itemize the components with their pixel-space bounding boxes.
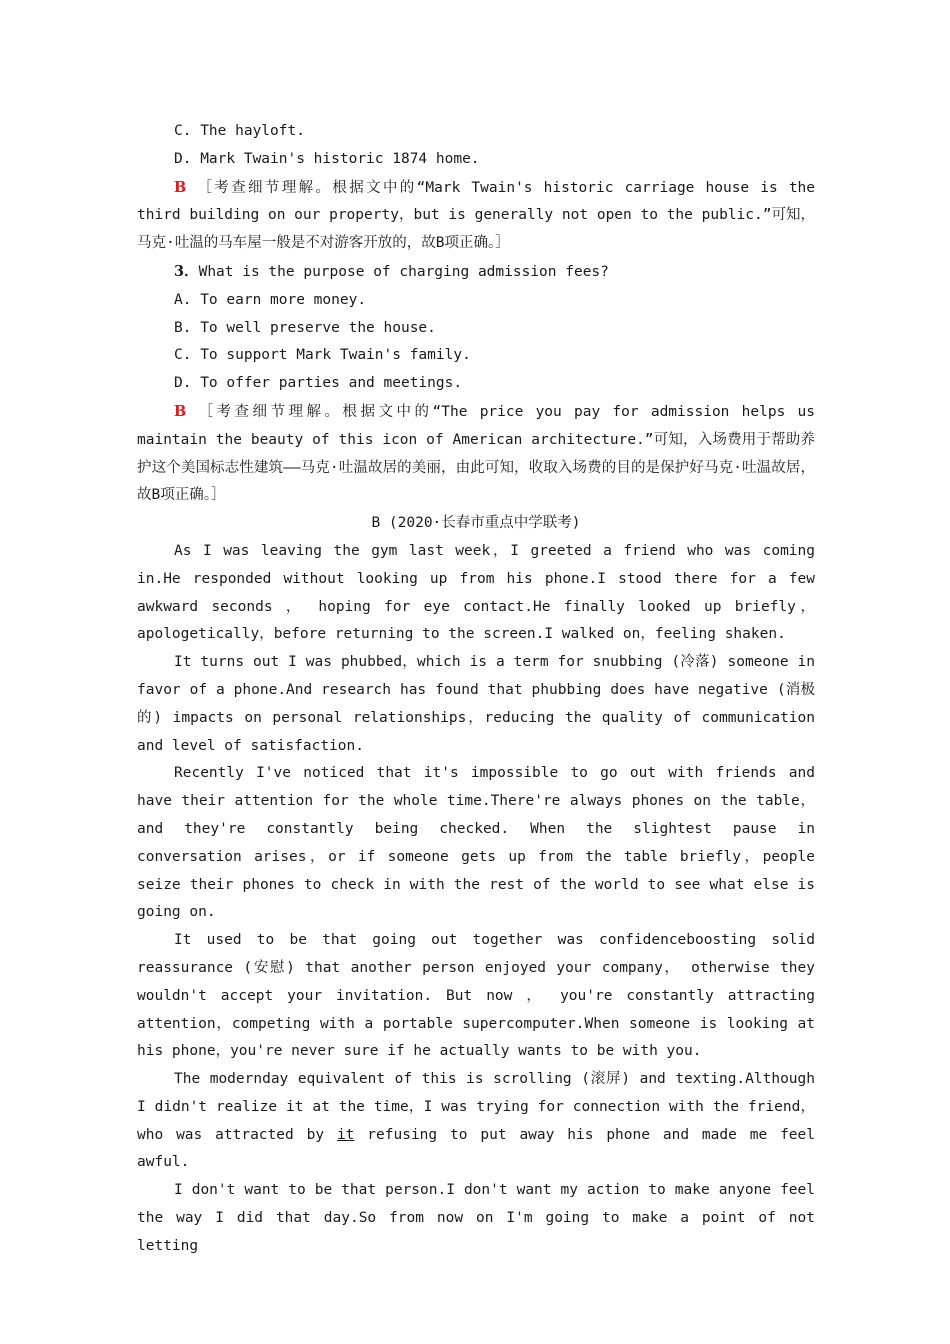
q3-option-b: B. To well preserve the house. bbox=[174, 319, 436, 336]
section-b-heading: B (2020·长春市重点中学联考) bbox=[371, 515, 581, 532]
p5-text-before: The modernday equivalent of this is scrolling (滚屏) and texting.Although I didn't realize it at the time，I was trying for connection with the friend，who was attracted by bbox=[137, 1071, 815, 1143]
passage-paragraph-1: As I was leaving the gym last week，I greeted a friend who was coming in.He responded without looking up from his phone.I stood there for a few awkward seconds ， hoping for eye contact.He finally looked up briefly，apologetically，before returning to the screen.I walked on，feeling shaken. bbox=[137, 542, 815, 643]
q2-answer-letter: B bbox=[174, 178, 187, 196]
p5-text-after: refusing to put away his phone and made me feel awful. bbox=[137, 1126, 816, 1171]
q3-answer-letter: B bbox=[174, 402, 187, 420]
document-page bbox=[137, 118, 815, 1261]
q3-explanation-text: ［考查细节理解。根据文中的“The price you pay for admission helps us maintain the beauty of this icon of American architecture.”可知，入场费用于帮助养护这个美国标志性建筑——马克·吐温故居的美丽，由此可知，收取入场费的目的是保护好马克·吐温故居，故B项正确。］ bbox=[137, 403, 815, 504]
passage-paragraph-4: It used to be that going out together was confidenceboosting solid reassurance (安慰) that another person enjoyed your company， otherwise they wouldn't accept your invitation. But now ， you're constantly attracting attention，competing with a portable supercomputer.When someone is looking at his phone，you're never sure if he actually wants to be with you. bbox=[137, 932, 815, 1060]
passage-paragraph-2: It turns out I was phubbed，which is a term for snubbing (冷落) someone in favor of a phone.And research has found that phubbing does have negative (消极的) impacts on personal relationships，reducing the quality of communication and level of satisfaction. bbox=[137, 654, 815, 754]
q2-option-c: C. The hayloft. bbox=[174, 123, 305, 139]
q3-answer-explanation bbox=[137, 398, 815, 510]
q2-option-d: D. Mark Twain's historic 1874 home. bbox=[174, 150, 480, 167]
q3-question-text: What is the purpose of charging admission fees? bbox=[198, 263, 609, 280]
passage-paragraph-5 bbox=[137, 1066, 815, 1177]
q2-answer-explanation bbox=[137, 174, 815, 258]
passage-paragraph-3: Recently I've noticed that it's impossible to go out with friends and have their attention for the whole time.There're always phones on the table， and they're constantly being checked. When the slightest pause in conversation arises，or if someone gets up from the table briefly，people seize their phones to check in with the rest of the world to see what else is going on. bbox=[137, 765, 815, 921]
q3-option-c: C. To support Mark Twain's family. bbox=[174, 347, 471, 364]
passage-paragraph-6: I don't want to be that person.I don't want my action to make anyone feel the way I did that day.So from now on I'm going to make a point of not letting bbox=[137, 1182, 815, 1254]
p5-underlined-word: it bbox=[336, 1126, 355, 1143]
q3-option-d: D. To offer parties and meetings. bbox=[174, 375, 463, 392]
q3-number: 3． bbox=[174, 262, 199, 280]
q3-option-a: A. To earn more money. bbox=[174, 291, 367, 308]
q2-explanation-text: ［考查细节理解。根据文中的“Mark Twain's historic carriage house is the third building on our property，but is generally not open to the public.”可知，马克·吐温的马车屋一般是不对游客开放的，故B项正确。］ bbox=[137, 179, 816, 252]
q3-question bbox=[137, 258, 815, 287]
